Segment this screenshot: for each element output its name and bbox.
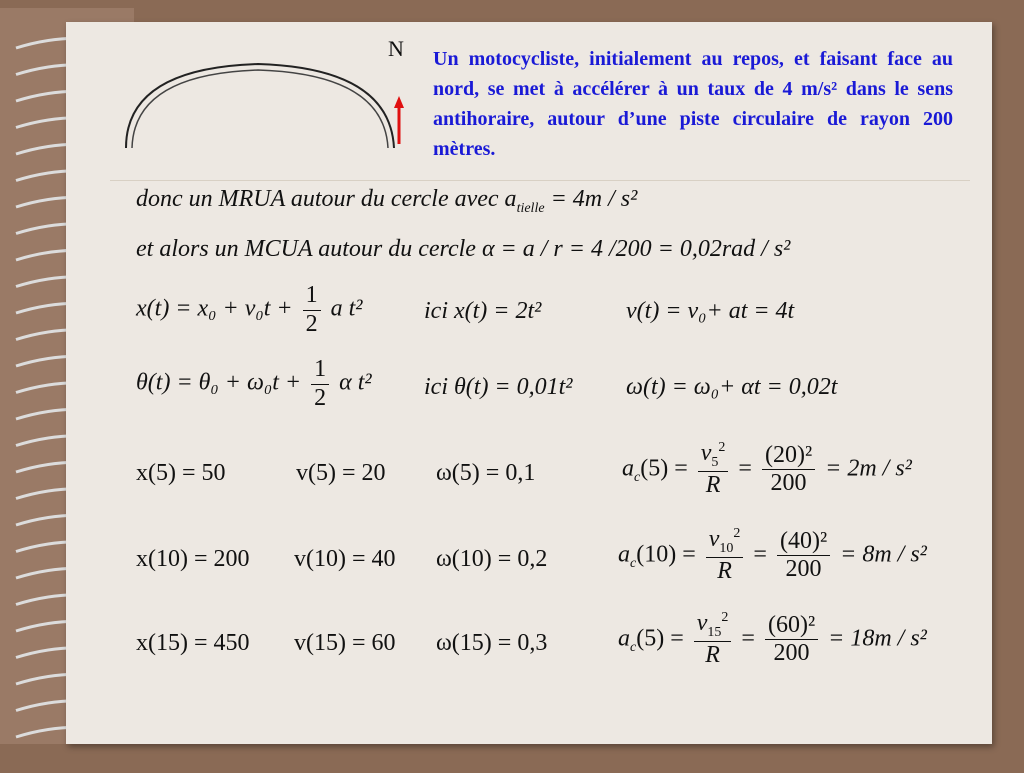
north-arrow-head	[394, 96, 404, 108]
equation-angle	[136, 356, 372, 412]
omega15: ω(15) = 0,3	[436, 630, 548, 656]
equation-mrua	[136, 186, 637, 217]
angle-formula: θ(t) = θ₀ + ω₀t +	[136, 369, 302, 396]
position-formula: x(t) = x₀ + v₀t +	[136, 295, 293, 322]
north-label: N	[388, 36, 404, 61]
mrua-text: donc un MRUA autour du cercle avec a	[136, 186, 517, 212]
half-fraction: $\frac{1}{2}$	[311, 356, 329, 412]
ac15: $a_c(5)$ = $\frac{v_{15}^2}{R}$ = $\frac{\text{(60)²}}{200}$ = 18m / s²	[618, 610, 927, 668]
ac5: $a_c(5)$ = $\frac{v_5^2}{R}$ = $\frac{\text{(20)²}}{200}$ = 2m / s²	[622, 440, 912, 498]
position-term: a t²	[330, 295, 363, 322]
half-fraction: $\frac{1}{2}$	[303, 282, 321, 338]
equation-position	[136, 282, 362, 338]
v5: v(5) = 20	[296, 460, 386, 486]
v10: v(10) = 40	[294, 546, 396, 572]
tielle-subscript: tielle	[516, 200, 545, 216]
equation-position-here: ici x(t) = 2t²	[424, 298, 542, 324]
x5: x(5) = 50	[136, 460, 226, 486]
equation-angular-velocity: ω(t) = ω₀+ αt = 0,02t	[626, 374, 838, 400]
problem-statement: Un motocycliste, initialement au repos, et faisant face au nord, se met à accélérer à un taux de 4 m/s² dans le sens antihoraire, autour d’une piste circulaire de rayon 200 mètres.	[433, 48, 953, 160]
ac10: $a_c(10)$ = $\frac{v_{10}^2}{R}$ = $\frac{\text{(40)²}}{200}$ = 8m / s²	[618, 526, 927, 584]
v15: v(15) = 60	[294, 630, 396, 656]
equation-velocity: v(t) = v₀+ at = 4t	[626, 298, 795, 324]
omega5: ω(5) = 0,1	[436, 460, 536, 486]
mcua-text: et alors un MCUA autour du cercle α = a / r = 4 /200 = 0,02rad / s²	[136, 236, 791, 262]
divider	[110, 180, 970, 181]
circular-track-diagram	[118, 40, 418, 160]
track-outer-arc	[126, 64, 394, 148]
x15: x(15) = 450	[136, 630, 250, 656]
angle-term: α t²	[339, 369, 372, 396]
x10: x(10) = 200	[136, 546, 250, 572]
equation-angle-here: ici θ(t) = 0,01t²	[424, 374, 573, 400]
equation-mcua	[136, 236, 790, 263]
omega10: ω(10) = 0,2	[436, 546, 548, 572]
mrua-value: = 4m / s²	[544, 186, 638, 212]
